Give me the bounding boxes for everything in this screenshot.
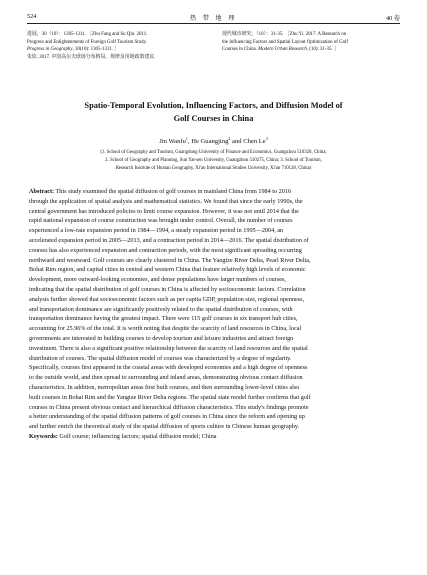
abstract-line: analysis further showed that socioeconomic factors such as per capita GDP, population size, regional openness, (29, 295, 305, 303)
volume-number: 40 卷 (386, 15, 400, 22)
abstract-line: distribution of courses. The spatial diffusion model of courses was characterized by a degree of regularity. (29, 354, 292, 362)
title-line: Spatio-Temporal Evolution, Influencing Factors, and Diffusion Model of (84, 101, 343, 110)
journal-title: Progress in Geography (27, 47, 73, 53)
references-left-column (27, 31, 205, 61)
reference-line: the Influencing Factors and Spatial Layout Optimization of Golf (222, 39, 349, 45)
journal-name: 热 带 地 理 (190, 15, 237, 22)
keywords-label: Keywords: (29, 432, 58, 440)
author-separator: , (187, 138, 192, 146)
title-line: Golf Courses in China (173, 114, 254, 123)
abstract-line: development, more outward-looking economies, and dense populations have larger numbers of courses, (29, 276, 286, 284)
reference-line: 现代城市研究，（10）：31-35. ［Zhu Yi. 2017. A Research on (222, 32, 347, 37)
author-name: He Guangjing (191, 138, 229, 146)
abstract-line: governments are interested in building courses to develop tourism and leisure industries and attract foreign (29, 334, 294, 342)
abstract-line: investment. There is also a significant positive relationship between the scarcity of land resources and the spatial (29, 344, 308, 352)
abstract-line: experienced a low-rate expansion period in 1984—1994, a steady expansion period in 1995—2004, an (29, 227, 284, 235)
paper-title (27, 99, 400, 125)
abstract-line: rapid national expansion of course construction was brought under control. Overall, the number of courses (29, 217, 293, 225)
page-header (27, 13, 400, 23)
reference-line: 进展，30（10）：1305-1311. ［Zhu Fang and Su Qin. 2011. (27, 32, 148, 37)
references-block (27, 31, 400, 65)
reference-line: 朱钦. 2017. 中国高尔夫球场分布格局、规律及用地政策建议. (27, 54, 156, 60)
abstract-line: and transportation dominance are significantly positively related to the spatial distribution of courses, with (29, 305, 293, 313)
abstract-line: transportation dominance having the greatest impact. There were 115 golf courses in six transport hub cities, (29, 315, 298, 323)
abstract-line: central government has introduced policies to limit course expansion. However, it was not until 2014 that the (29, 207, 299, 215)
author-name: Jin Wanfu (159, 138, 186, 146)
abstract-line: courses in China present obvious contact and hierarchical diffusion characteristics. This study's findings promote (29, 403, 309, 411)
journal-title: Modern Urban Research (258, 47, 307, 53)
author-affiliation-mark: 1 (185, 136, 188, 141)
abstract-first-line: This study examined the spatial diffusion of golf courses in mainland China from 1984 to 2016 (54, 188, 292, 195)
reference-line: Progress and Enlightenments of Foreign Golf Tourism Study. (27, 39, 147, 45)
abstract-line: a better understanding of the spatial diffusion patterns of golf courses in China since the reform and opening up (29, 413, 305, 421)
keywords: Golf course; influencing factors; spatial diffusion model; China (57, 432, 217, 440)
reference-citation: , 30(10): 1305-1311. ］ (72, 47, 119, 53)
page-number: 524 (27, 13, 37, 20)
abstract-line: accounting for 25.96% of the total. It is worth noting that despite the scarcity of land resources in China, local (29, 325, 302, 333)
abstract-line: northward and westward. Golf courses are clearly clustered in China. The Yangtze River Delta, Pearl River Delta, (29, 256, 311, 264)
author-name: Chen Le (243, 138, 266, 146)
author-separator: and (230, 138, 244, 146)
abstract-line: Specifically, courses first appeared in the coastal areas with developed economies and a high degree of openness (29, 364, 308, 372)
abstract (29, 187, 399, 442)
affiliation-line: 2. School of Geography and Planning, Sun Yat-sen University, Guangzhou 510275, China; 3. School of Tourism, (105, 157, 322, 163)
affiliations (44, 149, 383, 172)
abstract-line: characteristics. In addition, metropolitan areas first built courses, and then surrounding lower-level cities also (29, 383, 300, 391)
author-affiliation-mark: 2 (228, 136, 231, 141)
abstract-line: accelerated expansion period in 2005—2013, and a contraction period in 2014—2016. The spatial distribution of (29, 236, 309, 244)
author-affiliation-mark: 3 (265, 136, 268, 141)
references-right-column (222, 31, 400, 54)
abstract-line: indicating that the spatial distribution of golf courses in China is affected by socioeconomic factors. Correlation (29, 285, 306, 293)
reference-line (222, 46, 400, 54)
abstract-line: built courses in Bohai Rim and the Yangtze River Delta regions. The spatial state model further confirms that golf (29, 393, 311, 401)
abstract-line: Bohai Rim region, and capital cities in central and western China that feature relatively high levels of economic (29, 266, 306, 274)
reference-line (27, 46, 205, 54)
abstract-line (29, 187, 399, 197)
abstract-line: courses has also experienced expansion and contraction periods, with the most significant spreading occurring (29, 246, 302, 254)
affiliation-line: (1. School of Geography and Tourism, Guangdong University of Finance and Economics, Guangzhou 510320, China; (100, 150, 327, 155)
abstract-line: and further enrich the theoretical study of the spatial diffusion of sports culture in Chinese human geography. (29, 423, 300, 431)
author-list (27, 136, 400, 145)
header-rule (27, 23, 400, 24)
abstract-line: through the application of spatial analysis and mathematical statistics. We found that since the early 1990s, the (29, 197, 303, 205)
reference-prefix: Courses in China. (222, 47, 259, 53)
abstract-label: Abstract: (29, 188, 55, 195)
reference-citation: , (10): 31-35. ］ (306, 47, 339, 53)
affiliation-line: Research Institute of Human Geography, Xi'an International Studies University, Xi'an 710128, China) (115, 165, 312, 171)
abstract-line: to the outside world, and then spread to surrounding and inland areas, demonstrating obvious contact diffusion (29, 374, 303, 382)
keywords-line (29, 432, 399, 442)
